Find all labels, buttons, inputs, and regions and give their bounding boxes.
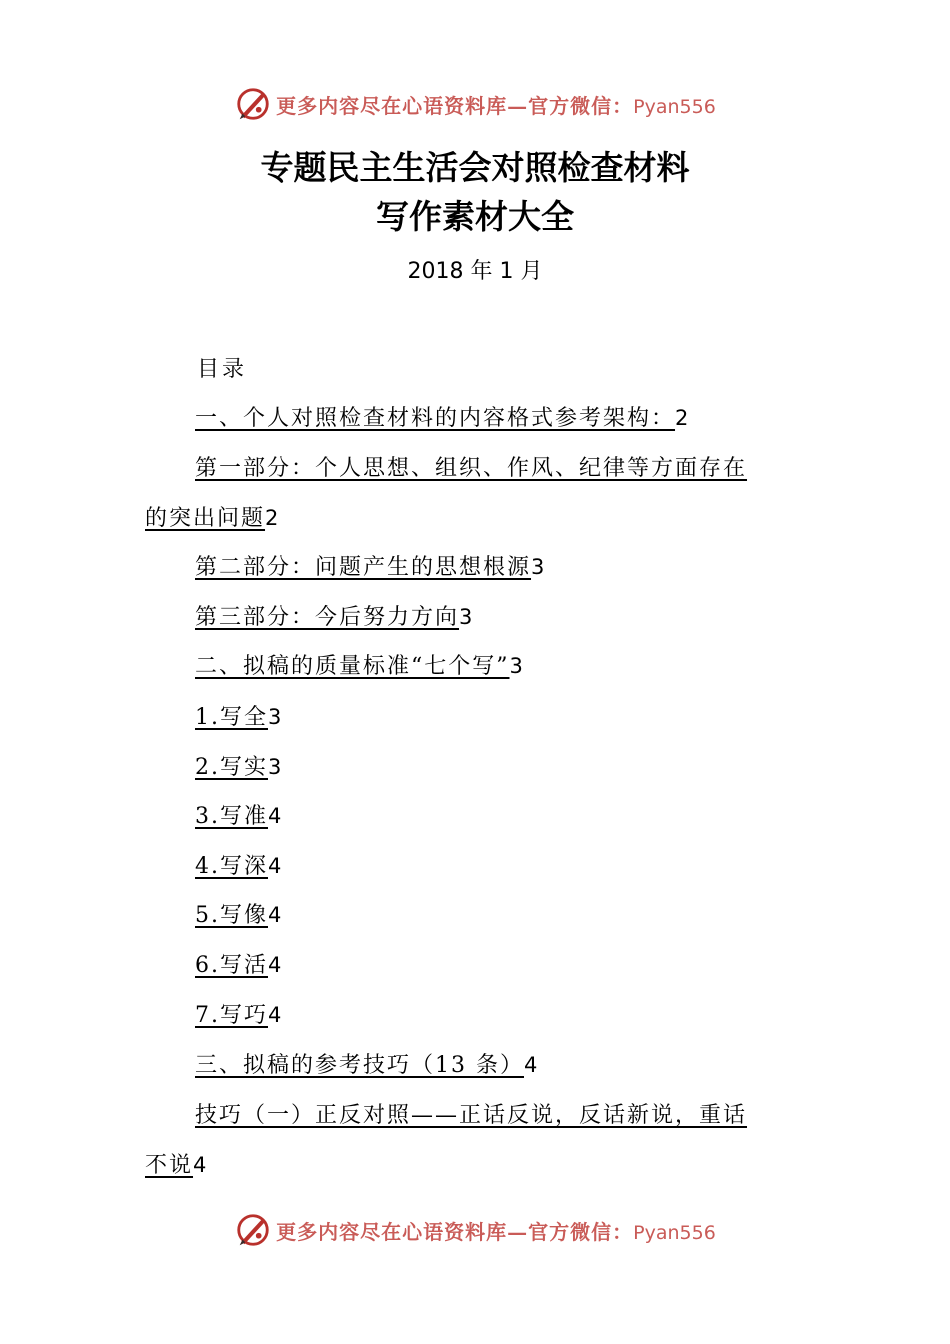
toc-item[interactable]: 1.写全3 [195, 705, 282, 730]
toc-item[interactable]: 4.写深4 [195, 854, 282, 879]
toc-item[interactable]: 一、个人对照检查材料的内容格式参考架构：2 [195, 406, 689, 431]
toc-item[interactable]: 3.写准4 [195, 804, 282, 829]
toc-heading: 目录 [197, 357, 248, 382]
toc-item[interactable]: 7.写巧4 [195, 1003, 282, 1028]
toc-item[interactable]: 5.写像4 [195, 903, 282, 928]
toc-item[interactable]: 技巧（一）正反对照——正话反说，反话新说，重话 [195, 1103, 748, 1128]
watermark-banner-top [0, 82, 950, 126]
watermark-text: 更多内容尽在心语资料库—官方微信：Pyan556 [276, 1219, 716, 1244]
document-title-line2: 写作素材大全 [376, 197, 574, 236]
toc-item[interactable]: 第二部分：问题产生的思想根源3 [195, 555, 545, 580]
toc-item[interactable]: 6.写活4 [195, 953, 282, 978]
toc-item[interactable]: 第一部分：个人思想、组织、作风、纪律等方面存在 [195, 456, 748, 481]
document-date: 2018 年 1 月 [407, 259, 543, 284]
toc-item[interactable]: 三、拟稿的参考技巧（13 条）4 [195, 1053, 538, 1078]
toc-item[interactable]: 二、拟稿的质量标准“七个写”3 [195, 654, 523, 679]
watermark-text: 更多内容尽在心语资料库—官方微信：Pyan556 [276, 93, 716, 118]
toc-item[interactable]: 第三部分：今后努力方向3 [195, 605, 473, 630]
watermark-banner-bottom [0, 1208, 950, 1252]
toc-item[interactable]: 不说4 [145, 1153, 207, 1178]
pen-circle-logo-icon [234, 85, 272, 123]
toc-item[interactable]: 2.写实3 [195, 755, 282, 780]
toc-item[interactable]: 的突出问题2 [145, 506, 279, 531]
pen-circle-logo-icon [234, 1211, 272, 1249]
document-title-line1: 专题民主生活会对照检查材料 [260, 148, 690, 187]
